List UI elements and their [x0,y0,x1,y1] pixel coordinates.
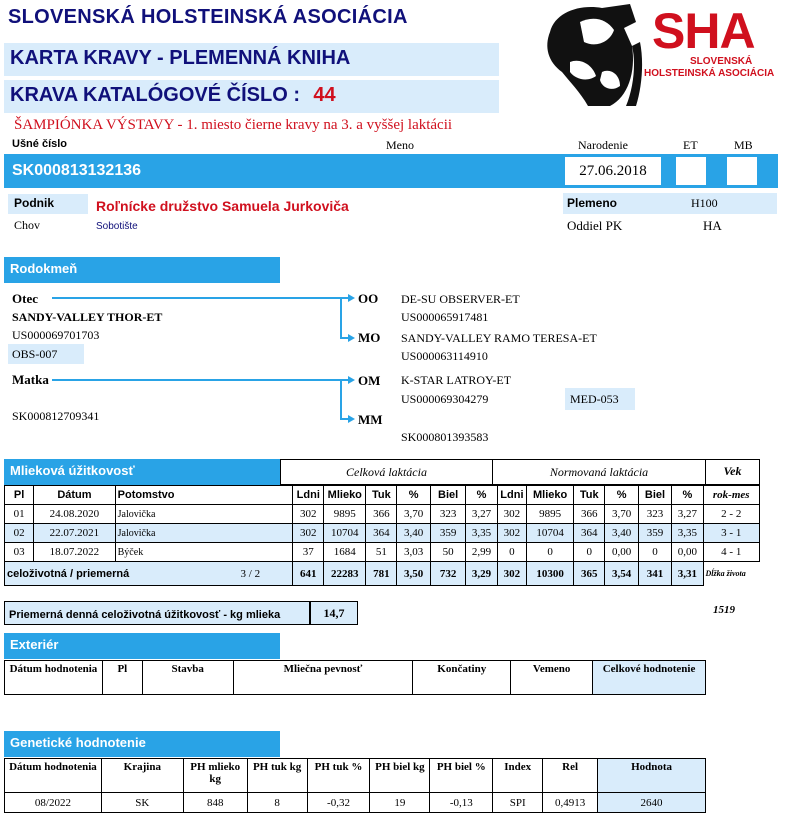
cell: 302 [497,562,526,586]
herd-value: Sobotište [96,221,138,232]
cell: 10704 [527,524,574,543]
table-row [5,524,760,543]
cell: 18.07.2022 [34,543,115,562]
cell: 302 [293,524,324,543]
col-norm-milk: Mlieko [527,486,574,505]
col-gen-date: Dátum hodnotenia [5,759,102,793]
award-text: ŠAMPIÓNKA VÝSTAVY - 1. miesto čierne kravy na 3. a vyššej laktácii [14,117,453,133]
mo-id: US000063114910 [401,349,488,363]
card-title-bar [4,43,499,76]
col-fat-pct: % [397,486,430,505]
col-dairy-strength: Mliečna pevnosť [233,661,413,695]
cell: 10704 [324,524,366,543]
om-code-box [565,388,635,410]
cell: 341 [638,562,671,586]
col-offspring: Potomstvo [115,486,292,505]
col-pl: Pl [5,486,34,505]
mm-id: SK000801393583 [401,430,489,444]
logo-subtitle-2: HOLSTEINSKÁ ASOCIÁCIA [644,68,775,79]
exterior-header: Exteriér [4,633,280,659]
cell: 0 [497,543,526,562]
catalog-bar [4,80,499,113]
cell: 0 [574,543,605,562]
cell: 01 [5,505,34,524]
dam-line [52,379,348,381]
et-box [676,157,706,185]
herd-label: Chov [14,218,41,232]
cell: 9895 [324,505,366,524]
cell: 366 [366,505,397,524]
farm-label-box [8,194,88,214]
col-udder: Vemeno [511,661,593,695]
col-ph-protein: PH biel kg [370,759,430,793]
mo-name: SANDY-VALLEY RAMO TERESA-ET [401,331,597,345]
sire-branch [340,297,342,339]
cell: 0 [527,543,574,562]
name-label: Meno [386,138,414,152]
sha-logo [540,2,780,110]
om-label: OM [358,373,381,388]
cell: SPI [493,793,543,813]
logo-text: SHA [652,3,755,59]
cell: 3,40 [605,524,638,543]
col-value: Hodnota [598,759,706,793]
cell: 2,99 [466,543,497,562]
om-id: US000069304279 [401,392,489,406]
association-title: SLOVENSKÁ HOLSTEINSKÁ ASOCIÁCIA [8,6,408,28]
mm-arrow-icon [348,415,355,423]
catalog-number: 44 [313,84,336,106]
age-label: Vek [706,459,760,485]
cell: 3,35 [672,524,703,543]
genetic-header-row [5,759,706,793]
lifetime-cell [5,562,293,586]
col-ph-protein-pct: PH biel % [430,759,493,793]
milk-table [4,485,760,586]
cell: 22.07.2021 [34,524,115,543]
cell: Býček [115,543,292,562]
total-lactation-label: Celková laktácia [280,459,493,485]
cell: 3,29 [466,562,497,586]
identity-bar [4,154,778,188]
oo-label: OO [358,291,379,306]
mb-label: MB [734,138,753,152]
col-age-sub: rok-mes [703,486,760,505]
cell: 8 [247,793,307,813]
cell: 3,31 [672,562,703,586]
cell: 4 - 1 [703,543,760,562]
cell: 359 [430,524,465,543]
mo-label: MO [358,330,381,345]
milk-header-row [5,486,760,505]
cell: 03 [5,543,34,562]
cell: 3 - 1 [703,524,760,543]
cell: 3,70 [397,505,430,524]
sire-code: OBS-007 [12,347,58,361]
cell: 364 [366,524,397,543]
cell: 3,50 [397,562,430,586]
breed-value: H100 [691,196,718,210]
birth-date-value: 27.06.2018 [579,163,647,179]
cell: 02 [5,524,34,543]
cell: 364 [574,524,605,543]
cell: 37 [293,543,324,562]
col-ph-milk: PH mlieko kg [183,759,247,793]
cell: Jalovička [115,505,292,524]
cell: 359 [638,524,671,543]
cell: SK [101,793,183,813]
col-overall: Celkové hodnotenie [593,661,706,695]
birth-date-box [565,157,661,185]
card-title: KARTA KRAVY - PLEMENNÁ KNIHA [10,47,351,69]
table-row [5,793,706,813]
col-ph-fat: PH tuk kg [247,759,307,793]
birth-label: Narodenie [578,138,628,152]
cell: -0,13 [430,793,493,813]
sire-line [52,297,348,299]
norm-lactation-label: Normovaná laktácia [493,459,706,485]
genetic-table [4,758,706,813]
col-ext-pl: Pl [102,661,142,695]
dam-label: Matka [12,372,49,387]
cell: 3,27 [466,505,497,524]
col-norm-fat: Tuk [574,486,605,505]
dam-branch [340,379,342,420]
col-protein: Biel [430,486,465,505]
exterior-header-row [5,661,706,695]
cell: 3,40 [397,524,430,543]
sire-code-box [8,344,84,364]
cell: 302 [497,524,526,543]
lifetime-count: 3 / 2 [240,567,261,580]
cell: 2640 [598,793,706,813]
col-norm-protein-pct: % [672,486,703,505]
sire-name: SANDY-VALLEY THOR-ET [12,310,163,324]
col-country: Krajina [101,759,183,793]
daily-yield-label: Priemerná denná celoživotná úžitkovosť - kg mlieka [9,609,281,621]
cell: 3,54 [605,562,638,586]
oo-arrow-icon [348,294,355,302]
cell: 50 [430,543,465,562]
cell: 848 [183,793,247,813]
col-norm-protein: Biel [638,486,671,505]
pedigree-header: Rodokmeň [4,257,280,283]
col-days: Ldni [293,486,324,505]
om-arrow-icon [348,376,355,384]
cell: 732 [430,562,465,586]
oo-id: US000065917481 [401,310,489,324]
genetic-header: Genetické hodnotenie [4,731,280,757]
cell: 302 [293,505,324,524]
daily-yield-value: 14,7 [323,606,345,620]
cell: 3,03 [397,543,430,562]
cell: 0,00 [605,543,638,562]
col-rel: Rel [543,759,598,793]
om-name: K-STAR LATROY-ET [401,373,512,387]
table-row [5,543,760,562]
col-milk: Mlieko [324,486,366,505]
col-norm-fat-pct: % [605,486,638,505]
breed-label: Plemeno [567,196,618,210]
mo-arrow-icon [348,334,355,342]
farm-label: Podnik [14,196,55,210]
cell: 1684 [324,543,366,562]
milk-header: Mlieková úžitkovosť [4,459,280,485]
farm-name: Roľnícke družstvo Samuela Jurkoviča [96,198,349,214]
catalog-label: KRAVA KATALÓGOVÉ ČÍSLO : [10,84,300,106]
dam-id: SK000812709341 [12,409,100,423]
lifetime-label: celoživotná / priemerná [7,567,130,580]
cell: 641 [293,562,324,586]
cell: 24.08.2020 [34,505,115,524]
ear-tag-value: SK000813132136 [12,162,142,179]
cell: 9895 [527,505,574,524]
col-date: Dátum [34,486,115,505]
col-fat: Tuk [366,486,397,505]
table-row [5,505,760,524]
ear-tag-label: Ušné číslo [12,138,68,150]
cell: Jalovička [115,524,292,543]
cell: 323 [430,505,465,524]
cell: -0,32 [307,793,370,813]
cell: 51 [366,543,397,562]
sire-id: US000069701703 [12,328,100,342]
daily-yield-value-box [310,601,358,625]
herdbook-section-label: Oddiel PK [567,218,623,233]
sire-label: Otec [12,291,38,306]
cell: 0,4913 [543,793,598,813]
om-code: MED-053 [570,392,619,406]
cell: 08/2022 [5,793,102,813]
cell: 10300 [527,562,574,586]
col-protein-pct: % [466,486,497,505]
lifespan-value: 1519 [713,604,735,616]
cell: 0 [638,543,671,562]
cell: 0,00 [672,543,703,562]
col-build: Stavba [142,661,233,695]
daily-yield-label-box [4,601,310,625]
cell: 3,35 [466,524,497,543]
oo-name: DE-SU OBSERVER-ET [401,292,520,306]
mb-box [727,157,757,185]
cell: 302 [497,505,526,524]
cell: 22283 [324,562,366,586]
cell: 19 [370,793,430,813]
logo-subtitle-1: SLOVENSKÁ [690,56,753,67]
cell: 366 [574,505,605,524]
col-legs: Končatiny [413,661,511,695]
herdbook-section-value: HA [703,218,722,233]
mm-label: MM [358,412,383,427]
lifetime-row [5,562,760,586]
col-ph-fat-pct: PH tuk % [307,759,370,793]
breed-row [563,193,777,214]
cell: 323 [638,505,671,524]
cell: 365 [574,562,605,586]
col-norm-days: Ldni [497,486,526,505]
cell: 2 - 2 [703,505,760,524]
lifespan-label: Dĺžka života [703,562,760,586]
exterior-table [4,660,706,695]
cell: 3,27 [672,505,703,524]
cell: 781 [366,562,397,586]
et-label: ET [683,138,698,152]
col-index: Index [493,759,543,793]
col-eval-date: Dátum hodnotenia [5,661,103,695]
cell: 3,70 [605,505,638,524]
